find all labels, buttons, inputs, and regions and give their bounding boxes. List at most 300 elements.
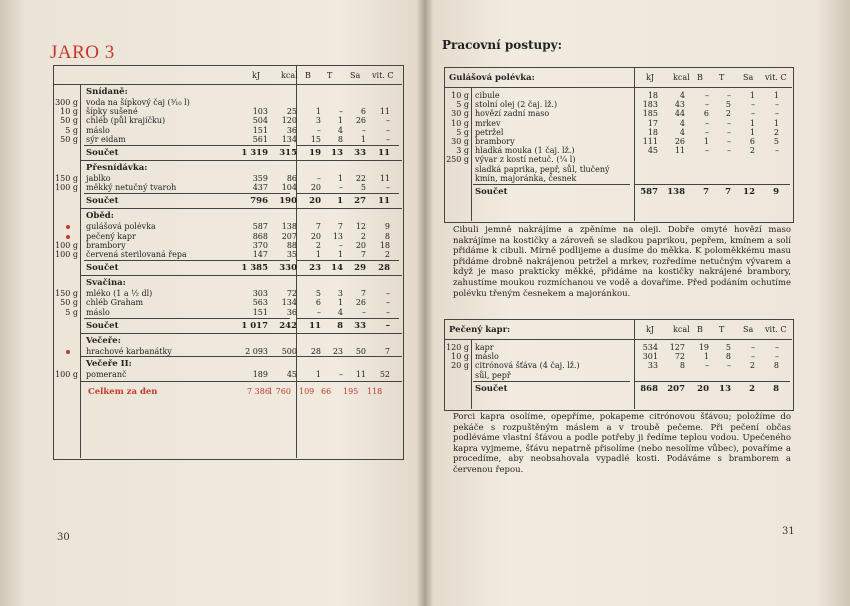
total-value: 109 <box>299 387 315 397</box>
item-value: – <box>339 107 343 117</box>
item-qty: 100 g <box>55 183 78 193</box>
item-value: 18 <box>379 240 390 250</box>
item-value: – <box>705 127 709 137</box>
sum-rule <box>297 145 399 146</box>
item-label: stolní olej (2 čaj. lž.) <box>475 100 558 110</box>
column-header-5: vit. C <box>765 73 787 82</box>
item-qty: 50 g <box>60 116 78 126</box>
item-value: 13 <box>332 231 343 241</box>
item-value: 301 <box>642 352 658 362</box>
sum-value: 587 <box>640 187 658 197</box>
item-value: 868 <box>252 231 268 241</box>
item-value: 11 <box>379 107 390 117</box>
column-header-5: vit. C <box>372 71 394 80</box>
item-qty: 5 g <box>65 125 78 135</box>
header-rule <box>444 87 792 88</box>
item-value: 4 <box>679 91 685 100</box>
item-label: citrónová šťáva (4 čaj. lž.) <box>475 361 580 371</box>
item-label: jablko <box>86 174 111 183</box>
item-value: 1 <box>337 116 343 126</box>
column-header-3: T <box>719 73 725 82</box>
item-qty: 250 g <box>446 155 469 165</box>
item-value: – <box>339 370 343 379</box>
sum-value: 207 <box>667 383 685 394</box>
section-rule <box>80 333 402 334</box>
item-value: 26 <box>355 298 366 308</box>
item-value: 2 093 <box>245 346 268 356</box>
sum-rule <box>635 381 790 382</box>
item-value: 22 <box>355 174 366 183</box>
item-value: – <box>775 109 779 119</box>
section-rule <box>80 160 402 161</box>
page-number: 30 <box>57 532 70 543</box>
item-value: 8 <box>773 361 779 371</box>
page-number: 31 <box>782 526 795 537</box>
item-value: 45 <box>647 146 658 156</box>
item-value: 183 <box>642 100 658 110</box>
goulash-instructions: Cibuli jemně nakrájíme a zpěníme na oleji. Dobře omyté hovězí maso nakrájíme na kostičky a zároveň se sladkou paprikou, pepřem, kmínem a solí přidáme k cibuli. Mírně podlijeme a dusíme do měkka. K poloměkkému masu přidáme drobně nakrájenou petržel a mrkev, rozředíme netučným vývarem a když je maso prakticky měkké, přidáme na kostičky nakrájené brambory, zahustíme moukou rozmíchanou ve vodě a dovaříme. Před podáním ochutíme polévku třeným česnekem a majoránkou. <box>453 225 791 299</box>
item-value: 1 <box>315 370 321 379</box>
sum-label: Součet <box>86 148 119 158</box>
item-value: – <box>705 146 709 156</box>
item-value: 45 <box>286 370 297 379</box>
item-value: 1 <box>315 250 321 259</box>
carp-instructions: Porci kapra osolíme, opepříme, pokapeme citrónovou šťávou; položíme do pekáče s rozpuštěným máslem a v troubě pečeme. Při pečení občas podléváme vlastní šťávou a podle potřeby ji ředíme teplou vodou. Upečeného kapra vyjmeme, šťávu nepatrně přisolíme (nebo nesolíme vůbec), povaříme a procedíme, aby neobsahovala vypadlé kosti. Podáváme s bramborem a červenou řepou. <box>453 412 791 475</box>
item-value: 11 <box>674 146 685 156</box>
section-heading-svacina: Svačina: <box>86 278 126 289</box>
item-value: 8 <box>384 231 390 241</box>
item-value: 6 <box>360 107 366 117</box>
item-value: 359 <box>252 174 268 183</box>
item-value: 6 <box>749 137 755 146</box>
sum-label: Součet <box>86 196 119 207</box>
sum-value: 20 <box>309 196 321 207</box>
item-value: 11 <box>355 370 366 379</box>
sum-value: 1 385 <box>241 263 268 274</box>
sum-rule <box>84 193 290 194</box>
item-value: – <box>317 125 321 135</box>
sum-value: 12 <box>743 187 755 197</box>
item-label: mrkev <box>475 118 501 128</box>
sum-value: 7 <box>703 187 709 197</box>
sum-value: 7 <box>725 187 731 197</box>
item-label: mléko (1 a ½ dl) <box>86 289 153 299</box>
item-qty: 300 g <box>55 98 78 107</box>
item-label: máslo <box>86 125 110 135</box>
item-value: 4 <box>679 118 685 128</box>
item-value: 15 <box>310 134 321 144</box>
item-label: hrachové karbanátky <box>86 346 172 356</box>
item-value: – <box>727 118 731 128</box>
column-header-2: B <box>305 71 311 80</box>
sum-value: 1 017 <box>241 320 268 331</box>
item-label: chléb Graham <box>86 298 144 308</box>
item-label: petržel <box>475 127 504 137</box>
item-value: 8 <box>679 361 685 371</box>
item-value: 151 <box>252 125 268 135</box>
item-label: sůl, pepř <box>475 370 511 380</box>
item-value: – <box>339 240 343 250</box>
column-header-5: vit. C <box>765 325 787 334</box>
item-label: brambory <box>475 137 515 146</box>
sum-value: 138 <box>667 187 685 197</box>
column-header-4: Sa <box>743 73 754 82</box>
section-heading-snidane: Snídaně: <box>86 87 128 97</box>
item-value: 1 <box>360 134 366 144</box>
item-value: 28 <box>310 346 321 356</box>
item-label: voda na šípkový čaj (³⁄₁₀ l) <box>86 98 190 107</box>
item-qty: 10 g <box>451 118 469 128</box>
sum-value: 1 <box>337 196 343 207</box>
item-qty: 20 g <box>451 361 469 371</box>
item-value: 4 <box>679 127 685 137</box>
sum-rule <box>84 260 290 261</box>
item-value: 1 <box>703 137 709 146</box>
item-value: 111 <box>642 137 658 146</box>
sum-rule <box>473 381 630 382</box>
sum-value: 23 <box>309 263 321 274</box>
sum-value: 190 <box>279 196 297 207</box>
item-value: – <box>705 91 709 100</box>
item-value: 534 <box>642 343 658 352</box>
item-qty: 10 g <box>451 352 469 362</box>
sum-rule <box>84 145 290 146</box>
item-qty: 50 g <box>60 134 78 144</box>
item-value: 2 <box>725 109 731 119</box>
item-value: 20 <box>355 240 366 250</box>
item-value: – <box>727 127 731 137</box>
procedures-title: Pracovní postupy: <box>442 38 563 52</box>
sum-value: 33 <box>354 320 366 331</box>
item-label: červená sterilovaná řepa <box>86 250 187 259</box>
item-value: 7 <box>384 346 390 356</box>
item-value: 20 <box>310 183 321 193</box>
item-value: – <box>386 298 390 308</box>
item-value: – <box>775 352 779 362</box>
sum-value: 33 <box>354 148 366 158</box>
item-value: – <box>751 352 755 362</box>
item-label: pomeranč <box>86 370 127 379</box>
sum-value: 1 319 <box>241 148 268 158</box>
column-header-0: kJ <box>646 73 655 82</box>
item-value: 563 <box>252 298 268 308</box>
item-value: 72 <box>286 289 297 299</box>
item-value: 19 <box>698 343 709 352</box>
section-heading-obed: Oběd: <box>86 211 114 222</box>
item-value: – <box>751 100 755 110</box>
sum-value: 20 <box>697 383 709 394</box>
item-value: – <box>751 109 755 119</box>
red-marker <box>66 350 70 354</box>
item-label: brambory <box>86 240 126 250</box>
sum-rule <box>635 184 790 185</box>
column-header-4: Sa <box>350 71 361 80</box>
column-header-2: B <box>697 73 703 82</box>
item-value: 12 <box>355 222 366 232</box>
item-value: 5 <box>315 289 321 299</box>
item-value: 36 <box>286 307 297 317</box>
item-label: hovězí zadní maso <box>475 109 550 119</box>
item-value: 5 <box>773 137 779 146</box>
qty-column-rule <box>471 339 472 409</box>
column-header-0: kJ <box>646 325 655 334</box>
item-qty: 150 g <box>55 174 78 183</box>
red-marker <box>66 235 70 239</box>
item-value: 6 <box>703 109 709 119</box>
section-heading-vecere: Večeře: <box>86 335 121 346</box>
item-value: 3 <box>337 289 343 299</box>
section-rule <box>80 275 402 276</box>
item-value: 504 <box>252 116 268 126</box>
sum-value: 13 <box>719 383 731 394</box>
item-value: 6 <box>315 298 321 308</box>
sum-label: Součet <box>86 263 119 274</box>
item-value: – <box>775 146 779 156</box>
sum-value: 19 <box>309 148 321 158</box>
item-value: – <box>386 116 390 126</box>
item-value: 134 <box>281 134 297 144</box>
item-value: 1 <box>337 174 343 183</box>
item-value: 25 <box>286 107 297 117</box>
item-value: – <box>386 125 390 135</box>
qty-column-rule <box>471 87 472 221</box>
item-value: 50 <box>355 346 366 356</box>
item-value: – <box>339 183 343 193</box>
item-value: 36 <box>286 125 297 135</box>
item-value: – <box>317 174 321 183</box>
item-label: hladká mouka (1 čaj. lž.) <box>475 146 575 156</box>
item-value: – <box>362 307 366 317</box>
sum-value: 796 <box>250 196 268 207</box>
item-value: 1 <box>749 91 755 100</box>
carp-heading: Pečený kapr: <box>449 325 511 335</box>
item-qty: 10 g <box>60 107 78 117</box>
item-value: 2 <box>360 231 366 241</box>
sum-value: 14 <box>331 263 343 274</box>
item-qty: 100 g <box>55 240 78 250</box>
item-value: 17 <box>647 118 658 128</box>
item-value: 104 <box>281 183 297 193</box>
section-rule <box>80 208 402 209</box>
item-value: – <box>705 361 709 371</box>
qty-column-rule <box>80 84 81 458</box>
item-qty: 100 g <box>55 250 78 259</box>
item-value: 2 <box>749 361 755 371</box>
section-heading-presnidavka: Přesnídávka: <box>86 163 148 173</box>
item-value: – <box>362 125 366 135</box>
column-header-1: kcal <box>673 73 690 82</box>
item-value: – <box>727 146 731 156</box>
item-value: 20 <box>310 231 321 241</box>
item-value: 1 <box>337 298 343 308</box>
item-value: 587 <box>252 222 268 232</box>
item-qty: 10 g <box>451 91 469 100</box>
item-label: sýr eidam <box>86 134 126 144</box>
item-qty: 120 g <box>446 343 469 352</box>
item-value: 5 <box>725 100 731 110</box>
item-qty: 150 g <box>55 289 78 299</box>
item-value: 8 <box>337 134 343 144</box>
item-qty: 100 g <box>55 370 78 379</box>
sum-value: 13 <box>331 148 343 158</box>
item-value: 4 <box>337 125 343 135</box>
item-value: 35 <box>286 250 297 259</box>
item-value: 7 <box>360 289 366 299</box>
item-value: 1 <box>337 250 343 259</box>
sum-value: 11 <box>378 148 390 158</box>
item-label: měkký netučný tvaroh <box>86 183 177 193</box>
page-title: JARO 3 <box>50 42 115 63</box>
item-label: cibule <box>475 91 500 100</box>
item-value: 138 <box>281 222 297 232</box>
item-value: 5 <box>725 343 731 352</box>
item-value: – <box>727 361 731 371</box>
item-value: 1 <box>749 127 755 137</box>
column-header-0: kJ <box>252 71 261 80</box>
item-qty: 5 g <box>456 100 469 110</box>
total-value: 195 <box>343 387 359 397</box>
item-value: 4 <box>337 307 343 317</box>
item-value: – <box>705 118 709 128</box>
header-rule <box>53 84 402 85</box>
column-header-3: T <box>327 71 333 80</box>
item-value: 26 <box>674 137 685 146</box>
sum-value: 868 <box>640 383 658 394</box>
sum-value: 29 <box>354 263 366 274</box>
section-rule <box>80 356 402 357</box>
item-value: 103 <box>252 107 268 117</box>
item-value: 561 <box>252 134 268 144</box>
column-header-1: kcal <box>673 325 690 334</box>
total-value: 1 760 <box>268 387 291 397</box>
item-label: vývar z kostí netuč. (¼ l) <box>475 155 576 165</box>
item-value: 147 <box>252 250 268 259</box>
item-value: 7 <box>360 250 366 259</box>
column-header-3: T <box>719 325 725 334</box>
item-value: 23 <box>332 346 343 356</box>
column-header-4: Sa <box>743 325 754 334</box>
item-value: 86 <box>286 174 297 183</box>
item-value: 11 <box>379 174 390 183</box>
item-value: 185 <box>642 109 658 119</box>
item-value: 18 <box>647 91 658 100</box>
item-value: – <box>386 289 390 299</box>
sum-value: 315 <box>279 148 297 158</box>
item-qty: 30 g <box>451 109 469 119</box>
item-value: 1 <box>773 118 779 128</box>
item-value: 88 <box>286 240 297 250</box>
item-qty: 5 g <box>456 127 469 137</box>
header-rule <box>444 339 792 340</box>
item-value: 43 <box>674 100 685 110</box>
sum-label: Součet <box>475 383 508 394</box>
item-value: – <box>775 100 779 110</box>
total-value: 66 <box>321 387 332 397</box>
sum-rule <box>297 318 399 319</box>
item-value: 1 <box>773 91 779 100</box>
item-value: 2 <box>773 127 779 137</box>
sum-value: 8 <box>773 383 779 394</box>
item-value: 7 <box>337 222 343 232</box>
goulash-heading: Gulášová polévka: <box>449 73 535 83</box>
item-value: 9 <box>384 222 390 232</box>
item-value: 7 <box>315 222 321 232</box>
sum-value: 2 <box>749 383 755 394</box>
item-label: šípky sušené <box>86 107 138 117</box>
item-value: – <box>705 100 709 110</box>
sum-value: – <box>385 320 390 331</box>
item-label: kmín, majoránka, česnek <box>475 173 577 183</box>
item-label: gulášová polévka <box>86 222 156 232</box>
total-rule <box>80 381 402 382</box>
item-value: 8 <box>725 352 731 362</box>
sum-rule <box>473 184 630 185</box>
item-value: 207 <box>281 231 297 241</box>
sum-value: 27 <box>354 196 366 207</box>
item-value: 18 <box>647 127 658 137</box>
item-value: – <box>386 307 390 317</box>
item-value: 26 <box>355 116 366 126</box>
sum-value: 330 <box>279 263 297 274</box>
item-value: 33 <box>647 361 658 371</box>
sum-value: 8 <box>337 320 343 331</box>
item-value: 151 <box>252 307 268 317</box>
total-value: 7 386 <box>247 387 270 397</box>
item-value: 1 <box>315 107 321 117</box>
item-value: 52 <box>379 370 390 379</box>
item-qty: 50 g <box>60 298 78 308</box>
item-value: 44 <box>674 109 685 119</box>
column-header-1: kcal <box>281 71 298 80</box>
item-qty: 5 g <box>65 307 78 317</box>
item-label: sladká paprika, pepř, sůl, tlučený <box>475 164 610 174</box>
item-value: – <box>317 307 321 317</box>
item-value: 120 <box>281 116 297 126</box>
item-value: – <box>727 91 731 100</box>
sum-rule <box>297 193 399 194</box>
sum-rule <box>297 260 399 261</box>
item-qty: 3 g <box>456 146 469 156</box>
sum-value: 242 <box>279 320 297 331</box>
item-label: chléb (půl krajíčku) <box>86 116 166 126</box>
item-label: máslo <box>475 352 499 362</box>
total-label: Celkem za den <box>88 387 158 398</box>
item-label: máslo <box>86 307 110 317</box>
sum-label: Součet <box>86 320 119 331</box>
item-value: 303 <box>252 289 268 299</box>
sum-value: 9 <box>773 187 779 197</box>
column-header-2: B <box>697 325 703 334</box>
sum-value: 11 <box>378 196 390 207</box>
sum-rule <box>84 318 290 319</box>
item-value: – <box>727 137 731 146</box>
sum-value: 28 <box>378 263 390 274</box>
item-value: 127 <box>669 343 685 352</box>
item-value: – <box>386 183 390 193</box>
item-value: 3 <box>315 116 321 126</box>
sum-value: 11 <box>309 320 321 331</box>
item-value: 500 <box>281 346 297 356</box>
item-value: 189 <box>252 370 268 379</box>
item-value: 5 <box>360 183 366 193</box>
item-value: 1 <box>703 352 709 362</box>
item-value: – <box>386 134 390 144</box>
item-qty: 30 g <box>451 137 469 146</box>
item-value: 437 <box>252 183 268 193</box>
item-value: 134 <box>281 298 297 308</box>
item-value: – <box>751 343 755 352</box>
item-label: kapr <box>475 343 494 352</box>
